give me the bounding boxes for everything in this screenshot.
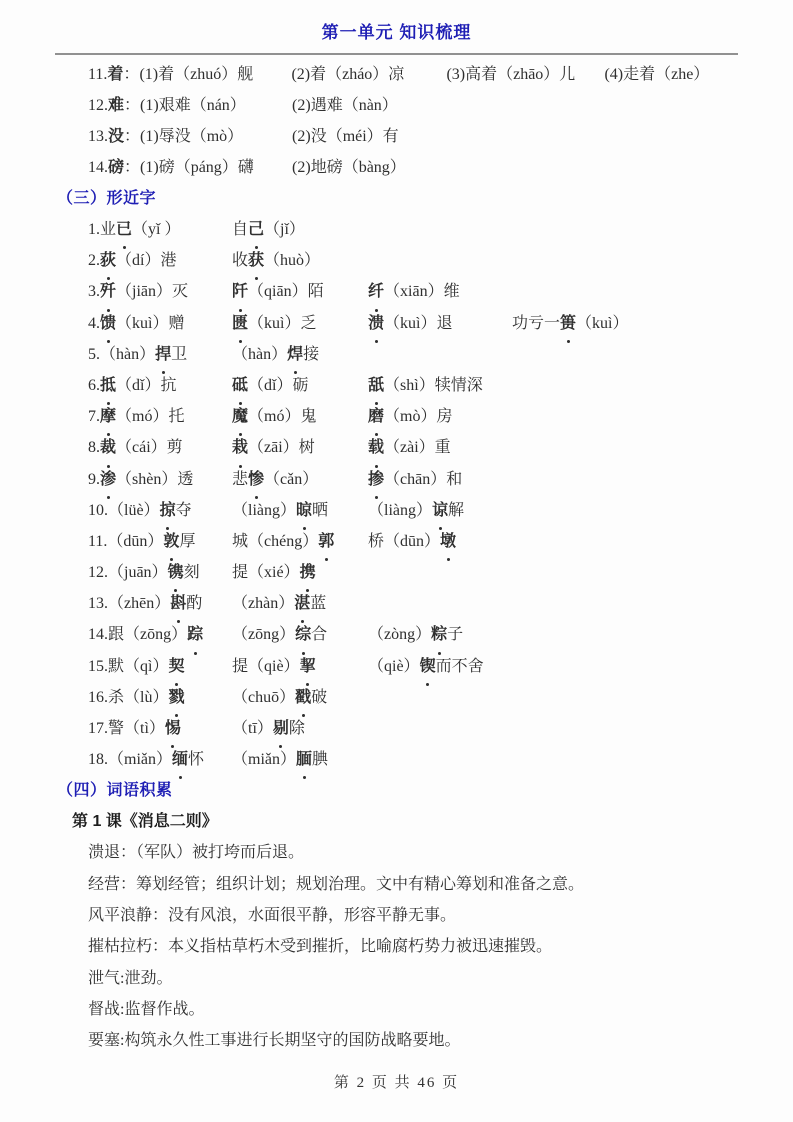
- definition-line: 督战:监督作战。: [88, 1000, 205, 1018]
- emphasized-character: 获: [248, 245, 264, 276]
- definition-line: 要塞:构筑永久性工事进行长期坚守的国防战略要地。: [88, 1032, 461, 1050]
- pronunciation-item: (2)没（méi）有: [292, 128, 399, 145]
- row-number: 9.: [88, 470, 100, 488]
- xingjinzi-cell: 载（zài）重: [368, 432, 512, 463]
- emphasized-character: 荻: [100, 245, 116, 276]
- xingjinzi-row: [88, 651, 793, 682]
- row-number: 1.: [88, 221, 100, 238]
- xingjinzi-cell: 16.杀（lù）戮: [88, 682, 232, 713]
- xingjinzi-cell: 5.（hàn）捍卫: [88, 339, 232, 370]
- emphasized-character: 粽: [431, 619, 447, 650]
- lesson-title: 第 1 课《消息二则》: [72, 813, 218, 831]
- xingjinzi-cell: 提（qiè）挈: [232, 651, 368, 682]
- row-number: 14.: [88, 159, 108, 176]
- pronunciation-item: (1)辱没（mò）: [140, 128, 244, 145]
- xingjinzi-cell: （hàn）焊接: [232, 339, 368, 370]
- xingjinzi-cell: 阡（qiān）陌: [232, 276, 368, 307]
- xingjinzi-cell: 17.警（tì）惕: [88, 713, 232, 744]
- colon: ：: [124, 128, 141, 145]
- row-label: [88, 90, 140, 121]
- xingjinzi-cell: 功亏一篑（kuì）: [512, 308, 628, 339]
- emphasized-character: 馈: [100, 308, 116, 339]
- definition-line: 风平浪静：没有风浪，水面很平静，形容平静无事。: [88, 906, 457, 924]
- pronunciation-item: (1)着（zhuó）舰: [139, 66, 254, 83]
- xingjinzi-cell: 舐（shì）犊情深: [368, 370, 512, 401]
- xingjinzi-row: [88, 557, 793, 588]
- emphasized-character: 篑: [560, 308, 576, 339]
- xingjinzi-cell: 悲惨（cǎn）: [232, 464, 368, 495]
- emphasized-character: 捍: [155, 339, 171, 370]
- row-number: 15.: [88, 657, 108, 675]
- duoyinzi-row: [88, 152, 793, 183]
- headword: 着: [107, 66, 124, 83]
- emphasized-character: 剔: [273, 713, 289, 744]
- row-number: 5.: [88, 345, 100, 363]
- emphasized-character: 砥: [232, 370, 248, 401]
- pronunciation-item: (1)磅（páng）礴: [140, 159, 254, 176]
- page-title: 第一单元 知识梳理: [321, 23, 472, 42]
- emphasized-character: 湛: [294, 588, 310, 619]
- xingjinzi-cell: 溃（kuì）退: [368, 308, 512, 339]
- emphasized-character: 匮: [232, 308, 248, 339]
- emphasized-character: 锲: [420, 651, 436, 682]
- xingjinzi-cell: 栽（zāi）树: [232, 432, 368, 463]
- xingjinzi-cell: （zōng）综合: [232, 619, 368, 650]
- emphasized-character: 契: [168, 651, 184, 682]
- xingjinzi-cell: 6.抵（dǐ）抗: [88, 370, 232, 401]
- headword: 没: [108, 128, 125, 145]
- xingjinzi-cell: （qiè）锲而不舍: [368, 651, 512, 682]
- xingjinzi-cell: 城（chéng）郭: [232, 526, 368, 557]
- row-number: 11.: [88, 532, 108, 550]
- emphasized-character: 渗: [100, 464, 116, 495]
- xingjinzi-cell: 10.（lüè）掠夺: [88, 495, 232, 526]
- emphasized-character: 抵: [100, 370, 116, 401]
- xingjinzi-cell: 12.（juān）镌刻: [88, 557, 232, 588]
- xingjinzi-cell: 2.荻（dí）港: [88, 245, 232, 276]
- xingjinzi-row: [88, 308, 793, 339]
- xingjinzi-cell: 魔（mó）鬼: [232, 401, 368, 432]
- xingjinzi-cell: 8.裁（cái）剪: [88, 432, 232, 463]
- headword: 磅: [108, 159, 125, 176]
- emphasized-character: 镌: [168, 557, 184, 588]
- xingjinzi-row: [88, 744, 793, 775]
- row-number: 14.: [88, 626, 108, 644]
- xingjinzi-cell: （liàng）晾晒: [232, 495, 368, 526]
- xingjinzi-row: [88, 464, 793, 495]
- xingjinzi-row: [88, 682, 793, 713]
- header-rule: [55, 53, 738, 55]
- xingjinzi-row: [88, 276, 793, 307]
- xingjinzi-list: [0, 214, 793, 775]
- row-number: 6.: [88, 376, 100, 394]
- emphasized-character: 综: [295, 619, 311, 650]
- emphasized-character: 郭: [318, 526, 334, 557]
- xingjinzi-cell: 1.业已（yǐ ）: [88, 214, 232, 245]
- duoyinzi-list: [0, 59, 793, 183]
- emphasized-character: 敦: [163, 526, 179, 557]
- emphasized-character: 腼: [296, 744, 312, 775]
- emphasized-character: 斟: [170, 588, 186, 619]
- emphasized-character: 魔: [232, 401, 248, 432]
- xingjinzi-row: [88, 370, 793, 401]
- emphasized-character: 晾: [296, 495, 312, 526]
- duoyinzi-row: [88, 121, 793, 152]
- xingjinzi-row: [88, 713, 793, 744]
- pronunciation-item: (3)高着（zhāo）儿: [446, 66, 576, 83]
- xingjinzi-cell: 砥（dǐ）砺: [232, 370, 368, 401]
- row-number: 4.: [88, 314, 100, 332]
- xingjinzi-cell: 提（xié）携: [232, 557, 368, 588]
- xingjinzi-row: [88, 245, 793, 276]
- row-number: 12.: [88, 564, 108, 582]
- emphasized-character: 焊: [287, 339, 303, 370]
- xingjinzi-cell: 14.跟（zōng）踪: [88, 619, 232, 650]
- row-number: 13.: [88, 595, 108, 613]
- emphasized-character: 缅: [172, 744, 188, 775]
- emphasized-character: 舐: [368, 370, 384, 401]
- xingjinzi-row: [88, 619, 793, 650]
- emphasized-character: 裁: [100, 432, 116, 463]
- xingjinzi-cell: （miǎn）腼腆: [232, 744, 368, 775]
- duoyinzi-row: [88, 59, 793, 90]
- definition-line: 泄气:泄劲。: [88, 969, 173, 987]
- row-number: 11.: [88, 66, 108, 83]
- headword: 难: [108, 97, 125, 114]
- pronunciation-item: (1)艰难（nán）: [140, 97, 246, 114]
- xingjinzi-cell: （zhàn）湛蓝: [232, 588, 368, 619]
- xingjinzi-cell: （tī）剔除: [232, 713, 368, 744]
- xingjinzi-cell: 自己（jǐ）: [232, 214, 368, 245]
- row-number: 8.: [88, 439, 100, 457]
- emphasized-character: 戳: [295, 682, 311, 713]
- emphasized-character: 挈: [300, 651, 316, 682]
- emphasized-character: 纤: [368, 276, 384, 307]
- row-label: [88, 152, 140, 183]
- xingjinzi-row: [88, 401, 793, 432]
- section4-heading: （四）词语积累: [57, 782, 173, 800]
- emphasized-character: 惨: [248, 464, 264, 495]
- xingjinzi-cell: 匮（kuì）乏: [232, 308, 368, 339]
- row-number: 7.: [88, 408, 100, 426]
- emphasized-character: 墩: [440, 526, 456, 557]
- xingjinzi-cell: 收获（huò）: [232, 245, 368, 276]
- emphasized-character: 惕: [165, 713, 181, 744]
- emphasized-character: 栽: [232, 432, 248, 463]
- xingjinzi-row: [88, 432, 793, 463]
- xingjinzi-cell: 18.（miǎn）缅怀: [88, 744, 232, 775]
- pronunciation-item: (2)着（zháo）凉: [291, 66, 405, 83]
- pronunciation-item: (4)走着（zhe）: [604, 66, 710, 83]
- xingjinzi-cell: 15.默（qì）契: [88, 651, 232, 682]
- xingjinzi-row: [88, 495, 793, 526]
- emphasized-character: 摩: [100, 401, 116, 432]
- xingjinzi-cell: 7.摩（mó）托: [88, 401, 232, 432]
- emphasized-character: 载: [368, 432, 384, 463]
- pronunciation-item: (2)遇难（nàn）: [292, 97, 398, 114]
- xingjinzi-cell: （zòng）粽子: [368, 619, 512, 650]
- emphasized-character: 歼: [100, 276, 116, 307]
- xingjinzi-row: [88, 339, 793, 370]
- row-number: 12.: [88, 97, 108, 114]
- definitions-list: [0, 837, 793, 1056]
- section3-heading: （三）形近字: [57, 190, 157, 207]
- emphasized-character: 掠: [160, 495, 176, 526]
- row-label: [88, 59, 139, 90]
- xingjinzi-row: [88, 526, 793, 557]
- xingjinzi-cell: （chuō）戳破: [232, 682, 368, 713]
- xingjinzi-cell: 桥（dūn）墩: [368, 526, 512, 557]
- row-number: 16.: [88, 688, 108, 706]
- emphasized-character: 谅: [432, 495, 448, 526]
- row-number: 13.: [88, 128, 108, 145]
- row-number: 17.: [88, 720, 108, 737]
- colon: ：: [123, 66, 140, 83]
- emphasized-character: 已: [116, 214, 132, 245]
- xingjinzi-cell: 11.（dūn）敦厚: [88, 526, 232, 557]
- emphasized-character: 踪: [187, 619, 203, 650]
- row-number: 3.: [88, 283, 100, 301]
- emphasized-character: 磨: [368, 401, 384, 432]
- duoyinzi-row: [88, 90, 793, 121]
- page-number-footer: 第 2 页 共 46 页: [333, 1075, 460, 1091]
- definition-line: 溃退：（军队）被打垮而后退。: [88, 844, 305, 862]
- colon: ：: [124, 97, 141, 114]
- xingjinzi-row: [88, 214, 793, 245]
- row-number: 10.: [88, 501, 108, 519]
- xingjinzi-cell: （liàng）谅解: [368, 495, 512, 526]
- definition-line: 经营：筹划经管；组织计划；规划治理。文中有精心筹划和准备之意。: [88, 875, 585, 893]
- emphasized-character: 戮: [168, 682, 184, 713]
- emphasized-character: 携: [300, 557, 316, 588]
- xingjinzi-cell: 9.渗（shèn）透: [88, 464, 232, 495]
- emphasized-character: 阡: [232, 276, 248, 307]
- xingjinzi-row: [88, 588, 793, 619]
- emphasized-character: 己: [248, 214, 264, 245]
- xingjinzi-cell: 掺（chān）和: [368, 464, 512, 495]
- row-number: 2.: [88, 252, 100, 270]
- row-label: [88, 121, 140, 152]
- xingjinzi-cell: 磨（mò）房: [368, 401, 512, 432]
- xingjinzi-cell: 纤（xiān）维: [368, 276, 512, 307]
- pronunciation-item: (2)地磅（bàng）: [292, 159, 406, 176]
- row-number: 18.: [88, 751, 108, 769]
- colon: ：: [124, 159, 141, 176]
- emphasized-character: 溃: [368, 308, 384, 339]
- xingjinzi-cell: 4.馈（kuì）赠: [88, 308, 232, 339]
- definition-line: 摧枯拉朽：本义指枯草朽木受到摧折，比喻腐朽势力被迅速摧毁。: [88, 938, 553, 956]
- emphasized-character: 掺: [368, 464, 384, 495]
- xingjinzi-cell: 3.歼（jiān）灭: [88, 276, 232, 307]
- xingjinzi-cell: 13.（zhēn）斟酌: [88, 588, 232, 619]
